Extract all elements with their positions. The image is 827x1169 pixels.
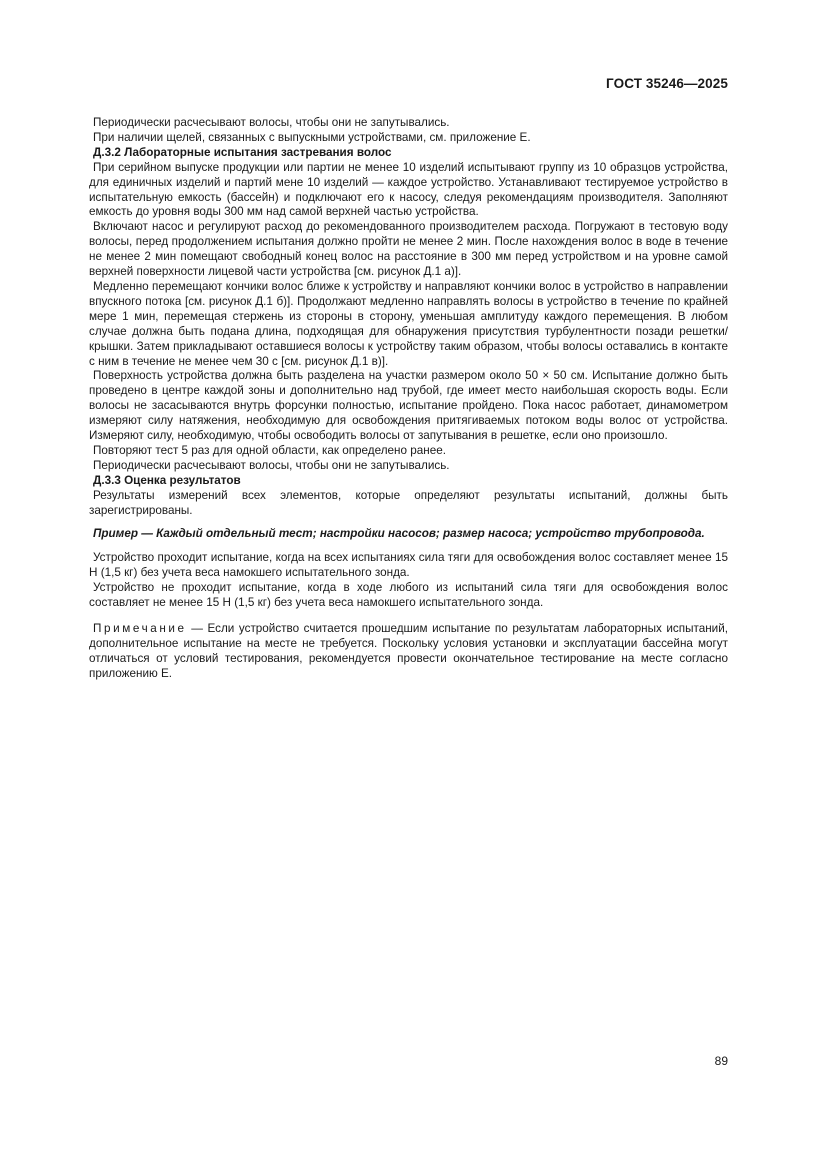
paragraph-gaps-reference: При наличии щелей, связанных с выпускными устройствами, см. приложение Е.: [93, 130, 531, 144]
paragraph-hair-movement: Медленно перемещают кончики волос ближе к устройству и направляют кончики волос в устройство в направлении впускного потока [см. рисунок Д.1 б)]. Продолжают медленно направлять волосы в устройство в течение по крайней мере 1 мин, перемещая стержень из стороны в сторону, уменьшая амплитуду каждого перемещения. В любом случае должна быть подана длина, подходящая для обнаружения присутствия турбулентности позади решетки/крышки. Затем прикладывают оставшиеся волосы к устройству таким образом, чтобы волосы оставались в контакте с ним в течение не менее чем 30 с [см. рисунок Д.1 в)].: [89, 279, 728, 368]
section-heading-d33: Д.3.3 Оценка результатов: [93, 473, 241, 487]
paragraph-comb-hair-2: Периодически расчесывают волосы, чтобы они не запутывались.: [93, 458, 450, 472]
note-paragraph: [89, 622, 728, 682]
standard-code: ГОСТ 35246—2025: [606, 76, 728, 91]
paragraph-pump-flow: Включают насос и регулируют расход до рекомендованного производителем расхода. Погружают в тестовую воду волосы, перед продолжением испытания должно пройти не менее 2 мин. После нахождения волос в воде в течение не менее 2 мин помещают свободный конец волос на расстояние в 300 мм перед устройством и на уровне самой верхней поверхности лицевой части устройства [см. рисунок Д.1 а)].: [89, 220, 728, 279]
paragraph-sample-setup: При серийном выпуске продукции или партии не менее 10 изделий испытывают группу из 10 образцов устройства, для единичных изделий и партий мене 10 изделий — каждое устройство. Устанавливают тестируемое устройство в испытательную емкость (бассейн) и подключают его к насосу, следуя рекомендациям производителя. Заполняют емкость до уровня воды 300 мм над самой верхней частью устройства.: [89, 160, 728, 219]
paragraph-surface-zones: Поверхность устройства должна быть разделена на участки размером около 50 × 50 см. Испытание должно быть проведено в центре каждой зоны и дополнительно над трубой, где имеет место наибольшая скорость воды. Если волосы не засасываются внутрь форсунки полностью, испытание пройдено. Пока насос работает, динамометром измеряют силу натяжения, необходимую для освобождения притягиваемых потоком воды волос от устройства. Измеряют силу, необходимую, чтобы освободить волосы от запутывания в решетке, если оно произошло.: [89, 369, 728, 443]
paragraph-comb-hair-1: Периодически расчесывают волосы, чтобы они не запутывались.: [93, 116, 450, 129]
note-label: Примечание: [93, 622, 187, 635]
document-body: [89, 116, 728, 682]
page-number: 89: [714, 1054, 728, 1068]
note-text: — Если устройство считается прошедшим испытание по результатам лабораторных испытаний, дополнительное испытание на месте не требуется. Поскольку условия установки и эксплуатации бассейна могут отличаться от условий тестирования, рекомендуется провести окончательное тестирование на месте согласно приложению Е.: [89, 622, 728, 680]
paragraph-repeat-test: Повторяют тест 5 раз для одной области, как определено ранее.: [93, 443, 446, 457]
example-paragraph: Пример — Каждый отдельный тест; настройки насосов; размер насоса; устройство трубопровода.: [93, 527, 705, 541]
section-heading-d32: Д.3.2 Лабораторные испытания застревания волос: [93, 145, 392, 159]
paragraph-pass-criterion: Устройство проходит испытание, когда на всех испытаниях сила тяги для освобождения волос составляет менее 15 Н (1,5 кг) без учета веса намокшего испытательного зонда.: [89, 551, 728, 580]
paragraph-results-registration: Результаты измерений всех элементов, которые определяют результаты испытаний, должны быть зарегистрированы.: [89, 488, 728, 517]
paragraph-fail-criterion: Устройство не проходит испытание, когда в ходе любого из испытаний сила тяги для освобождения волос составляет не менее 15 Н (1,5 кг) без учета веса намокшего испытательного зонда.: [89, 581, 728, 610]
